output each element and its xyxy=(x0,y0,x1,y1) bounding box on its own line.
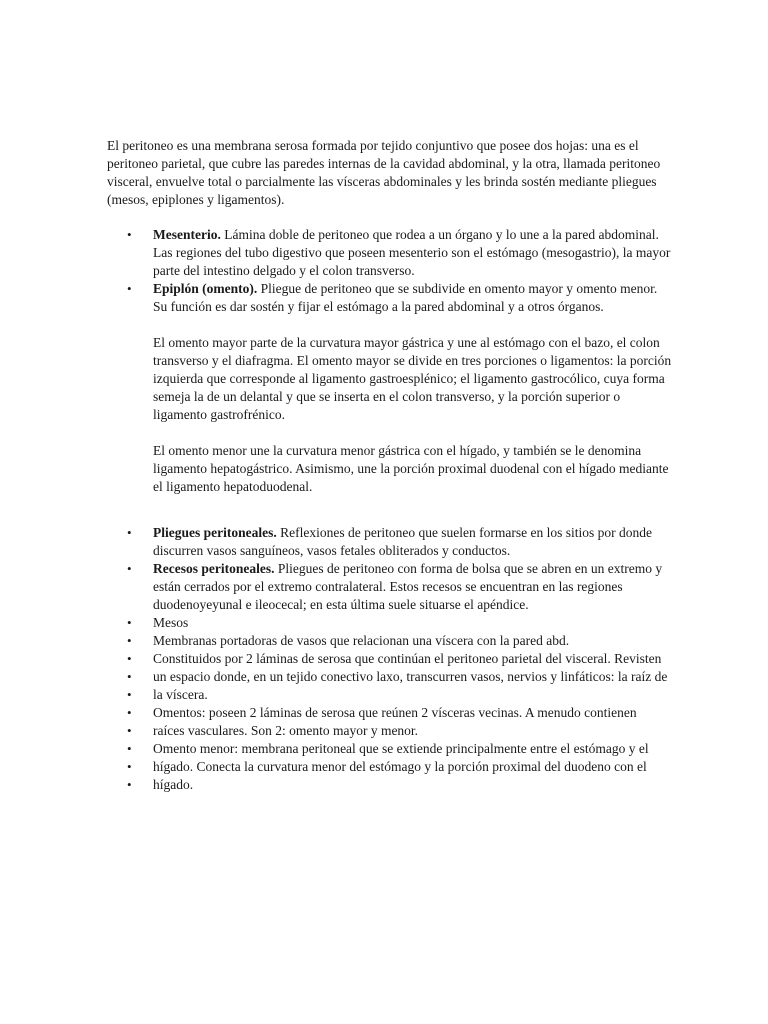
list-item: • un espacio donde, en un tejido conectivo laxo, transcurren vasos, nervios y linfáticos: la raíz de xyxy=(107,668,672,686)
list-item: • Constituidos por 2 láminas de serosa que continúan el peritoneo parietal del visceral. Revisten xyxy=(107,650,672,668)
list-item: • Omento menor: membrana peritoneal que se extiende principalmente entre el estómago y el xyxy=(107,740,672,758)
term: Mesenterio. xyxy=(153,227,221,242)
list-item: • Mesos xyxy=(107,614,672,632)
definition: Reflexiones de peritoneo que suelen formarse en los sitios por donde discurren vasos sanguíneos, vasos fetales obliterados y conductos. xyxy=(153,525,653,558)
list-item-mesenterio xyxy=(107,226,672,280)
term: Pliegues peritoneales. xyxy=(153,525,277,540)
list-item-recesos xyxy=(107,560,672,614)
definition: Lámina doble de peritoneo que rodea a un órgano y lo une a la pared abdominal. Las regiones del tubo digestivo que poseen mesenterio son el estómago (mesogastrio), la mayor parte del intestino delgado y el colon transverso. xyxy=(153,227,671,278)
term: Recesos peritoneales. xyxy=(153,561,275,576)
definition: Pliegues de peritoneo con forma de bolsa que se abren en un extremo y están cerrados por el extremo contralateral. Estos recesos se encuentran en las regiones duodenoyeyunal e ileocecal; en esta última suele situarse el apéndice. xyxy=(153,561,663,612)
definition: Pliegue de peritoneo que se subdivide en omento mayor y omento menor. Su función es dar sostén y fijar el estómago a la pared abdominal y a otros órganos. xyxy=(153,281,658,314)
term: Epiplón (omento). xyxy=(153,281,258,296)
omento-mayor-paragraph: El omento mayor parte de la curvatura mayor gástrica y une al estómago con el bazo, el colon transverso y el diafragma. El omento mayor se divide en tres porciones o ligamentos: la porción izquierda que corresponde al ligamento gastroesplénico; el ligamento gastrocólico, cuya forma semeja la de un delantal y que se inserta en el colon transverso, y la porción superior o ligamento gastrofrénico. xyxy=(153,335,672,422)
list-item: • Membranas portadoras de vasos que relacionan una víscera con la pared abd. xyxy=(107,632,672,650)
list-item: • la víscera. xyxy=(107,686,672,704)
intro-paragraph: El peritoneo es una membrana serosa formada por tejido conjuntivo que posee dos hojas: una es el peritoneo parietal, que cubre las paredes internas de la cavidad abdominal, y la otra, llamada peritoneo visceral, envuelve total o parcialmente las vísceras abdominales y les brinda sostén mediante pliegues (mesos, epiplones y ligamentos). xyxy=(107,138,661,207)
omento-menor-paragraph: El omento menor une la curvatura menor gástrica con el hígado, y también se le denomina ligamento hepatogástrico. Asimismo, une la porción proximal duodenal con el hígado mediante el ligamento hepatoduodenal. xyxy=(153,443,669,494)
bullet-list xyxy=(107,226,672,794)
list-item: • hígado. Conecta la curvatura menor del estómago y la porción proximal del duodeno con el xyxy=(107,758,672,776)
list-item: • Omentos: poseen 2 láminas de serosa que reúnen 2 vísceras vecinas. A menudo contienen xyxy=(107,704,672,722)
list-item-epiplon xyxy=(107,280,672,496)
list-item: • hígado. xyxy=(107,776,672,794)
list-item-pliegues xyxy=(107,524,672,560)
list-item: • raíces vasculares. Son 2: omento mayor y menor. xyxy=(107,722,672,740)
